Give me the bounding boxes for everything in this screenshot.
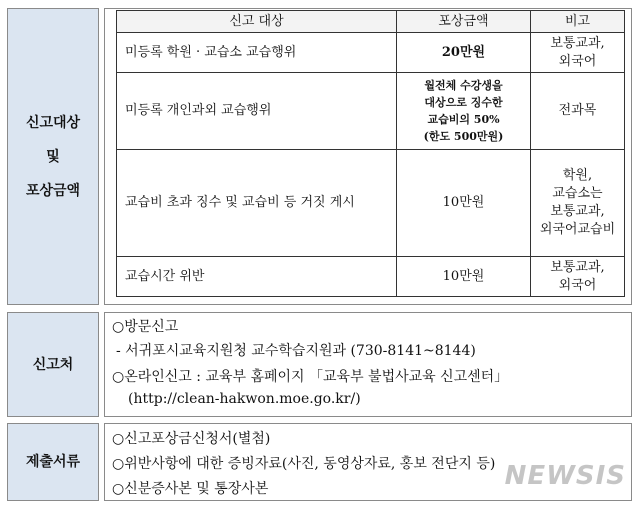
document-item: ○위반사항에 대한 증빙자료(사진, 동영상자료, 홍보 전단지 등) — [112, 456, 496, 472]
report-place-label: 신고처 — [7, 312, 99, 417]
note-line: 교습소는 — [552, 186, 603, 201]
note-line: 보통교과, — [550, 35, 605, 51]
document-item: ○신분증사본 및 통장사본 — [112, 481, 269, 497]
office-line: - 서귀포시교육지원청 교수학습지원과 (730-8141~8144) — [116, 343, 476, 359]
row-item: 미등록 학원 · 교습소 교습행위 — [117, 33, 397, 73]
header-target: 신고 대상 — [117, 11, 397, 33]
amount-line: 대상으로 징수한 — [424, 96, 503, 109]
row-note — [531, 257, 625, 297]
reward-target-label-line1: 신고대상 — [25, 114, 81, 131]
table-row — [117, 73, 625, 150]
report-url[interactable]: (http://clean-hakwon.moe.go.kr/) — [128, 391, 361, 407]
note-line: 보통교과, — [550, 259, 605, 275]
newsis-watermark: NEWSIS — [504, 461, 626, 491]
visit-report-line: ○방문신고 — [112, 319, 179, 335]
table-header-row — [117, 11, 625, 33]
documents-label: 제출서류 — [7, 423, 99, 501]
row-item: 교습시간 위반 — [117, 257, 397, 297]
note-line: 학원, — [562, 168, 593, 183]
note-line: 외국어 — [558, 53, 597, 69]
amount-line: 월전체 수강생을 — [424, 79, 503, 92]
reward-target-label — [7, 8, 99, 305]
row-item: 미등록 개인과외 교습행위 — [117, 73, 397, 150]
header-note: 비고 — [531, 11, 625, 33]
row-amount: 20만원 — [397, 33, 531, 73]
amount-line: 교습비의 50% — [427, 113, 500, 126]
row-amount — [397, 73, 531, 150]
row-amount: 10만원 — [397, 257, 531, 297]
row-note: 전과목 — [531, 73, 625, 150]
header-amount: 포상금액 — [397, 11, 531, 33]
note-line: 외국어교습비 — [539, 222, 616, 237]
reward-target-label-line2: 및 — [46, 148, 60, 165]
online-report-line: ○온라인신고 : 교육부 홈페이지 「교육부 불법사교육 신고센터」 — [112, 369, 509, 385]
amount-line: (한도 500만원) — [423, 130, 504, 143]
document-item: ○신고포상금신청서(별첨) — [112, 431, 271, 447]
table-row — [117, 150, 625, 257]
table-row — [117, 33, 625, 73]
row-amount: 10만원 — [397, 150, 531, 257]
note-line: 보통교과, — [550, 204, 605, 219]
reward-target-label-line3: 포상금액 — [25, 182, 81, 199]
row-note — [531, 33, 625, 73]
note-line: 외국어 — [558, 277, 597, 293]
row-note — [531, 150, 625, 257]
reward-table — [116, 10, 625, 297]
row-item: 교습비 초과 징수 및 교습비 등 거짓 게시 — [117, 150, 397, 257]
table-row — [117, 257, 625, 297]
